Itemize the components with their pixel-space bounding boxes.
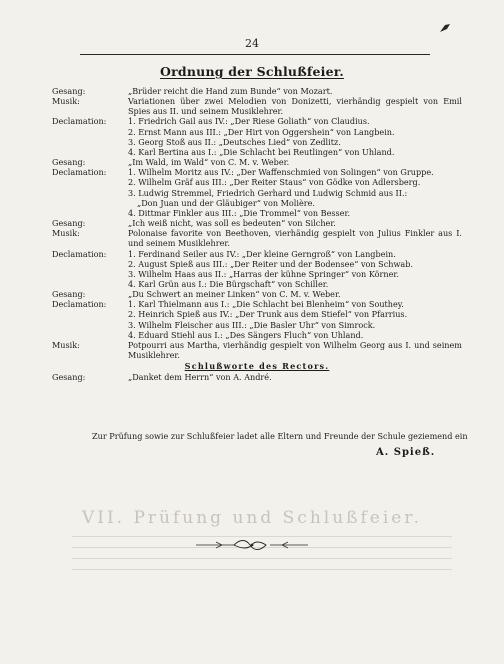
closing-words: Schlußworte des Rectors. (184, 361, 330, 372)
program-label-spacer (52, 127, 128, 128)
program-label-spacer (52, 259, 128, 260)
program-entry: „Im Wald, im Wald“ von C. M. v. Weber. (128, 157, 290, 168)
program-entry: 4. Eduard Stiehl aus I.: „Des Sängers Fluch“ von Uhland. (128, 329, 364, 340)
program-entry: Polonaise favorite von Beethoven, vierhändig gespielt von Julius Finkler aus I. und seinem Musiklehrer. (128, 228, 462, 249)
program-entry: Potpourri aus Martha, vierhändig gespielt von Wilhelm Georg aus I. und seinem Musiklehrer. (128, 339, 462, 361)
program-entry: 2. August Spieß aus III.: „Der Reiter und der Bodensee“ von Schwab. (128, 258, 413, 269)
bleed-through-heading: VII. Prüfung und Schlußfeier. (81, 508, 423, 528)
program-row (52, 116, 462, 126)
header-rule (80, 54, 430, 55)
program-label: Declamation: (52, 248, 107, 259)
program-label: Declamation: (52, 116, 107, 127)
program-row (52, 96, 462, 116)
program-row (52, 86, 462, 96)
invitation-text: Zur Prüfung sowie zur Schlußfeier ladet alle Eltern und Freunde der Schule geziemend ein (92, 431, 468, 441)
program-entry: 4. Karl Grün aus I.: Die Bürgschaft“ von Schiller. (128, 278, 329, 289)
program-row (52, 249, 462, 259)
program-label-spacer (52, 147, 128, 148)
program-label: Declamation: (52, 167, 107, 178)
program-row (52, 208, 462, 218)
program-label-spacer (52, 320, 128, 321)
program-entry: „Ich weiß nicht, was soll es bedeuten“ von Silcher. (128, 218, 336, 229)
program-row (52, 218, 462, 228)
program-label: Gesang: (52, 86, 86, 96)
page-title: Ordnung der Schlußfeier. (160, 64, 344, 79)
program-entry: 2. Ernst Mann aus III.: „Der Hirt von Oggershein“ von Langbein. (128, 126, 395, 137)
program-entry: 2. Heinrich Spieß aus IV.: „Der Trunk aus dem Stiefel“ von Pfarrius. (128, 309, 408, 320)
program-row (52, 188, 462, 198)
program-entry: 3. Ludwig Stremmel, Friedrich Gerhard und Ludwig Schmid aus II.: (128, 187, 408, 198)
program-label: Gesang: (52, 157, 86, 168)
program-label: Declamation: (52, 299, 107, 310)
program-list (52, 86, 462, 383)
ornament-divider (192, 539, 312, 551)
program-entry: 3. Georg Stoß aus II.: „Deutsches Lied“ von Zedlitz. (128, 136, 341, 147)
program-label-spacer (52, 269, 128, 270)
program-entry: 3. Wilhelm Fleischer aus III.: „Die Basler Uhr“ von Simrock. (128, 319, 376, 330)
program-row (52, 372, 462, 382)
program-row (52, 289, 462, 299)
program-label-spacer (52, 279, 128, 280)
program-entry: „Danket dem Herrn“ von A. André. (128, 372, 272, 383)
ink-blot-mark (438, 22, 452, 34)
program-label: Musik: (52, 96, 80, 107)
program-row (52, 320, 462, 330)
program-label: Musik: (52, 228, 80, 239)
program-label-spacer (52, 137, 128, 138)
program-label-spacer (52, 330, 128, 331)
program-label-spacer (52, 177, 128, 178)
program-entry: „Brüder reicht die Hand zum Bunde“ von Mozart. (128, 86, 333, 96)
program-row (52, 157, 462, 167)
program-entry: „Du Schwert an meiner Linken“ von C. M. v. Weber. (128, 289, 341, 300)
program-entry: 2. Wilhelm Gräf aus III.: „Der Reiter Staus“ von Gödke von Adlersberg. (128, 177, 421, 188)
program-row (52, 228, 462, 248)
program-row (52, 299, 462, 309)
program-row (52, 177, 462, 187)
program-row (52, 147, 462, 157)
program-label: Gesang: (52, 372, 86, 383)
program-row (52, 198, 462, 208)
program-entry: 4. Karl Bertina aus I.: „Die Schlacht bei Reutlingen“ von Uhland. (128, 146, 395, 157)
program-entry: „Don Juan und der Gläubiger“ von Molière. (137, 197, 316, 208)
program-row (52, 137, 462, 147)
program-label: Musik: (52, 339, 80, 350)
page-number: 24 (245, 37, 259, 50)
program-entry: 3. Wilhelm Haas aus II.: „Harras der kühne Springer“ von Körner. (128, 268, 399, 279)
program-row (52, 309, 462, 319)
program-label-spacer (52, 198, 128, 199)
program-entry: 1. Ferdinand Seiler aus IV.: „Der kleine Gerngroß“ von Langbein. (128, 248, 396, 259)
program-row (52, 279, 462, 289)
program-row (52, 330, 462, 340)
program-entry: 1. Wilhelm Moritz aus IV.: „Der Waffenschmied von Solingen“ von Gruppe. (128, 167, 434, 178)
program-label: Gesang: (52, 218, 86, 229)
program-row (52, 167, 462, 177)
program-entry: 1. Friedrich Gail aus IV.: „Der Riese Goliath“ von Claudius. (128, 116, 370, 127)
program-label: Gesang: (52, 289, 86, 300)
program-entry: Variationen über zwei Melodien von Donizetti, vierhändig gespielt von Emil Spies aus II. und seinem Musiklehrer. (128, 96, 462, 117)
signature: A. Spieß. (376, 447, 436, 458)
program-row (52, 127, 462, 137)
program-row (52, 259, 462, 269)
program-entry: 4. Dittmar Finkler aus III.: „Die Trommel“ von Besser. (128, 207, 351, 218)
program-row (52, 340, 462, 360)
program-row (52, 269, 462, 279)
program-label-spacer (52, 188, 128, 189)
program-label-spacer (52, 309, 128, 310)
program-label-spacer (52, 208, 128, 209)
program-entry: 1. Karl Thielmann aus I.: „Die Schlacht bei Blenheim“ von Southey. (128, 299, 404, 310)
